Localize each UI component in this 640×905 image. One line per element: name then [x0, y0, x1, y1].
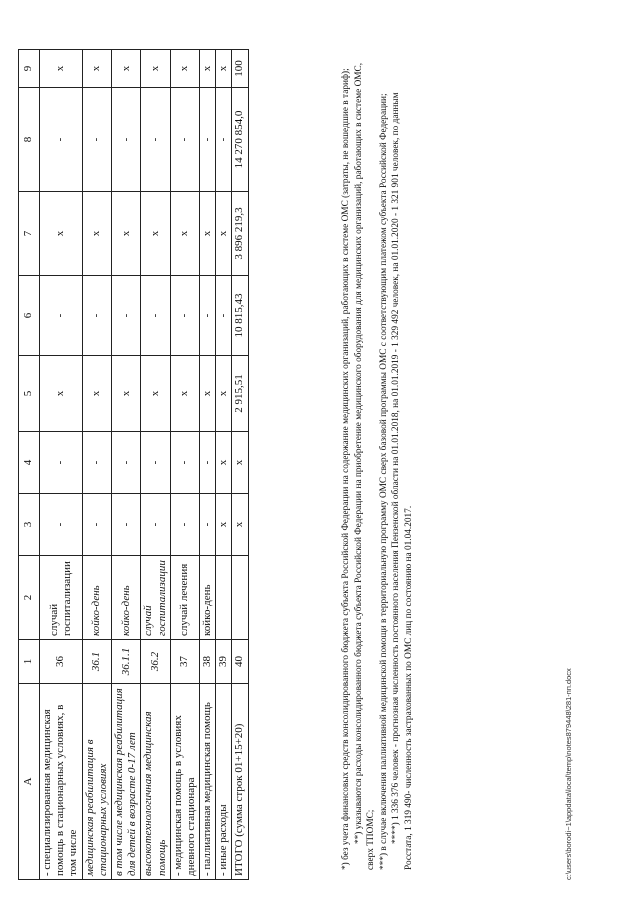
value-cell: х	[170, 356, 199, 432]
unit-cell: койко-день	[82, 556, 111, 640]
unit-cell: случай госпитализации	[40, 556, 83, 640]
row-number: 39	[216, 640, 232, 684]
column-header: 3	[19, 494, 40, 556]
value-cell: -	[170, 494, 199, 556]
value-cell: -	[216, 88, 232, 192]
row-number: 40	[232, 640, 248, 684]
value-cell: -	[111, 276, 140, 356]
column-header: 4	[19, 432, 40, 494]
table-row	[216, 50, 232, 880]
value-cell: х	[216, 50, 232, 88]
row-label: в том числе медицинская реабилитация для детей в возрасте 0-17 лет	[111, 684, 140, 880]
footnotes	[340, 60, 415, 870]
value-cell: х	[216, 432, 232, 494]
value-cell: х	[82, 192, 111, 276]
value-cell: -	[170, 88, 199, 192]
table-header-row	[19, 50, 40, 880]
value-cell: х	[216, 494, 232, 556]
value-cell: -	[82, 494, 111, 556]
row-number: 36.2	[141, 640, 170, 684]
value-cell: х	[141, 192, 170, 276]
value-cell: -	[141, 494, 170, 556]
value-cell: -	[82, 276, 111, 356]
value-cell: х	[111, 192, 140, 276]
column-header: 9	[19, 50, 40, 88]
column-header: 8	[19, 88, 40, 192]
footnote-2: **) указываются расходы консолидированного бюджета субъекта Российской Федерации на приобретение медицинского оборудования для медицинских организаций, работающих в системе ОМС, сверх ТПОМС;	[353, 62, 377, 870]
value-cell: -	[200, 494, 216, 556]
value-cell: -	[200, 88, 216, 192]
row-label: - специализированная медицинская помощь в стационарных условиях, в том числе	[40, 684, 83, 880]
value-cell: -	[170, 432, 199, 494]
row-label: - медицинская помощь в условиях дневного стационара	[170, 684, 199, 880]
value-cell: х	[141, 356, 170, 432]
table-row	[40, 50, 83, 880]
value-cell: х	[170, 50, 199, 88]
row-number: 37	[170, 640, 199, 684]
column-header: 1	[19, 640, 40, 684]
value-cell: 100	[232, 50, 248, 88]
value-cell: 2 915,51	[232, 356, 248, 432]
value-cell: -	[111, 432, 140, 494]
row-number: 36	[40, 640, 83, 684]
footnote-4: ****) 1 336 376 человек - прогнозная численность постоянного населения Пензенской области на 01.01.2018, на 01.01.2019 - 1 329 492 человек, на 01.01.2020 - 1 321 901 человек, по данным Росстата, 1 319 490- численность застрахованных по ОМС лиц по состоянию на 01.04.2017.	[391, 92, 414, 870]
table-row	[170, 50, 199, 880]
financing-table-wrap	[18, 50, 249, 880]
value-cell: -	[200, 432, 216, 494]
value-cell: х	[170, 192, 199, 276]
table-row	[82, 50, 111, 880]
rotated-page	[18, 50, 578, 880]
value-cell: -	[40, 88, 83, 192]
row-label: ИТОГО (сумма строк 01+15+20)	[232, 684, 248, 880]
value-cell: -	[111, 88, 140, 192]
value-cell: х	[82, 356, 111, 432]
value-cell: -	[200, 276, 216, 356]
value-cell: х	[200, 192, 216, 276]
value-cell: -	[82, 88, 111, 192]
unit-cell: койко-день	[111, 556, 140, 640]
unit-cell	[232, 556, 248, 640]
column-header: А	[19, 684, 40, 880]
unit-cell	[216, 556, 232, 640]
value-cell: х	[40, 50, 83, 88]
unit-cell: случай госпитализации	[141, 556, 170, 640]
column-header: 5	[19, 356, 40, 432]
row-label: - иные расходы	[216, 684, 232, 880]
value-cell: -	[141, 276, 170, 356]
value-cell: -	[216, 276, 232, 356]
footnote-3: ***) в случае включения паллиативной медицинской помощи в территориальную программу ОМС сверх базовой программы ОМС с соответствующим платежом субъекта Российской Федерации;	[378, 93, 389, 870]
value-cell: х	[200, 50, 216, 88]
value-cell: -	[141, 432, 170, 494]
file-path: c:\users\borodi~1\appdata\local\temp\notes879448\281-пп.docx	[564, 668, 573, 880]
row-number: 36.1	[82, 640, 111, 684]
table-row	[141, 50, 170, 880]
table-row	[200, 50, 216, 880]
table-row	[111, 50, 140, 880]
value-cell: х	[232, 432, 248, 494]
value-cell: -	[170, 276, 199, 356]
value-cell: х	[40, 192, 83, 276]
unit-cell: койко-день	[200, 556, 216, 640]
value-cell: -	[40, 276, 83, 356]
value-cell: х	[200, 356, 216, 432]
value-cell: -	[141, 88, 170, 192]
value-cell: 10 815,43	[232, 276, 248, 356]
value-cell: -	[82, 432, 111, 494]
row-label: высокотехнологичная медицинская помощь	[141, 684, 170, 880]
value-cell: 14 270 854,0	[232, 88, 248, 192]
row-label: медицинская реабилитация в стационарных условиях	[82, 684, 111, 880]
value-cell: х	[111, 356, 140, 432]
value-cell: х	[82, 50, 111, 88]
row-label: - паллиативная медицинская помощь	[200, 684, 216, 880]
footnote-1: *) без учета финансовых средств консолидированного бюджета субъекта Российской Федерации на содержание медицинских организаций, работающих в системе ОМС (затраты, не вошедшие в тариф);	[341, 68, 351, 870]
value-cell: -	[111, 494, 140, 556]
value-cell: х	[141, 50, 170, 88]
row-number: 38	[200, 640, 216, 684]
value-cell: -	[40, 494, 83, 556]
value-cell: х	[232, 494, 248, 556]
value-cell: х	[216, 356, 232, 432]
value-cell: х	[111, 50, 140, 88]
value-cell: 3 896 219,3	[232, 192, 248, 276]
unit-cell: случай лечения	[170, 556, 199, 640]
table-row	[232, 50, 248, 880]
value-cell: -	[40, 432, 83, 494]
column-header: 2	[19, 556, 40, 640]
column-header: 7	[19, 192, 40, 276]
value-cell: х	[40, 356, 83, 432]
column-header: 6	[19, 276, 40, 356]
row-number: 36.1.1	[111, 640, 140, 684]
value-cell: х	[216, 192, 232, 276]
financing-table	[18, 49, 249, 880]
